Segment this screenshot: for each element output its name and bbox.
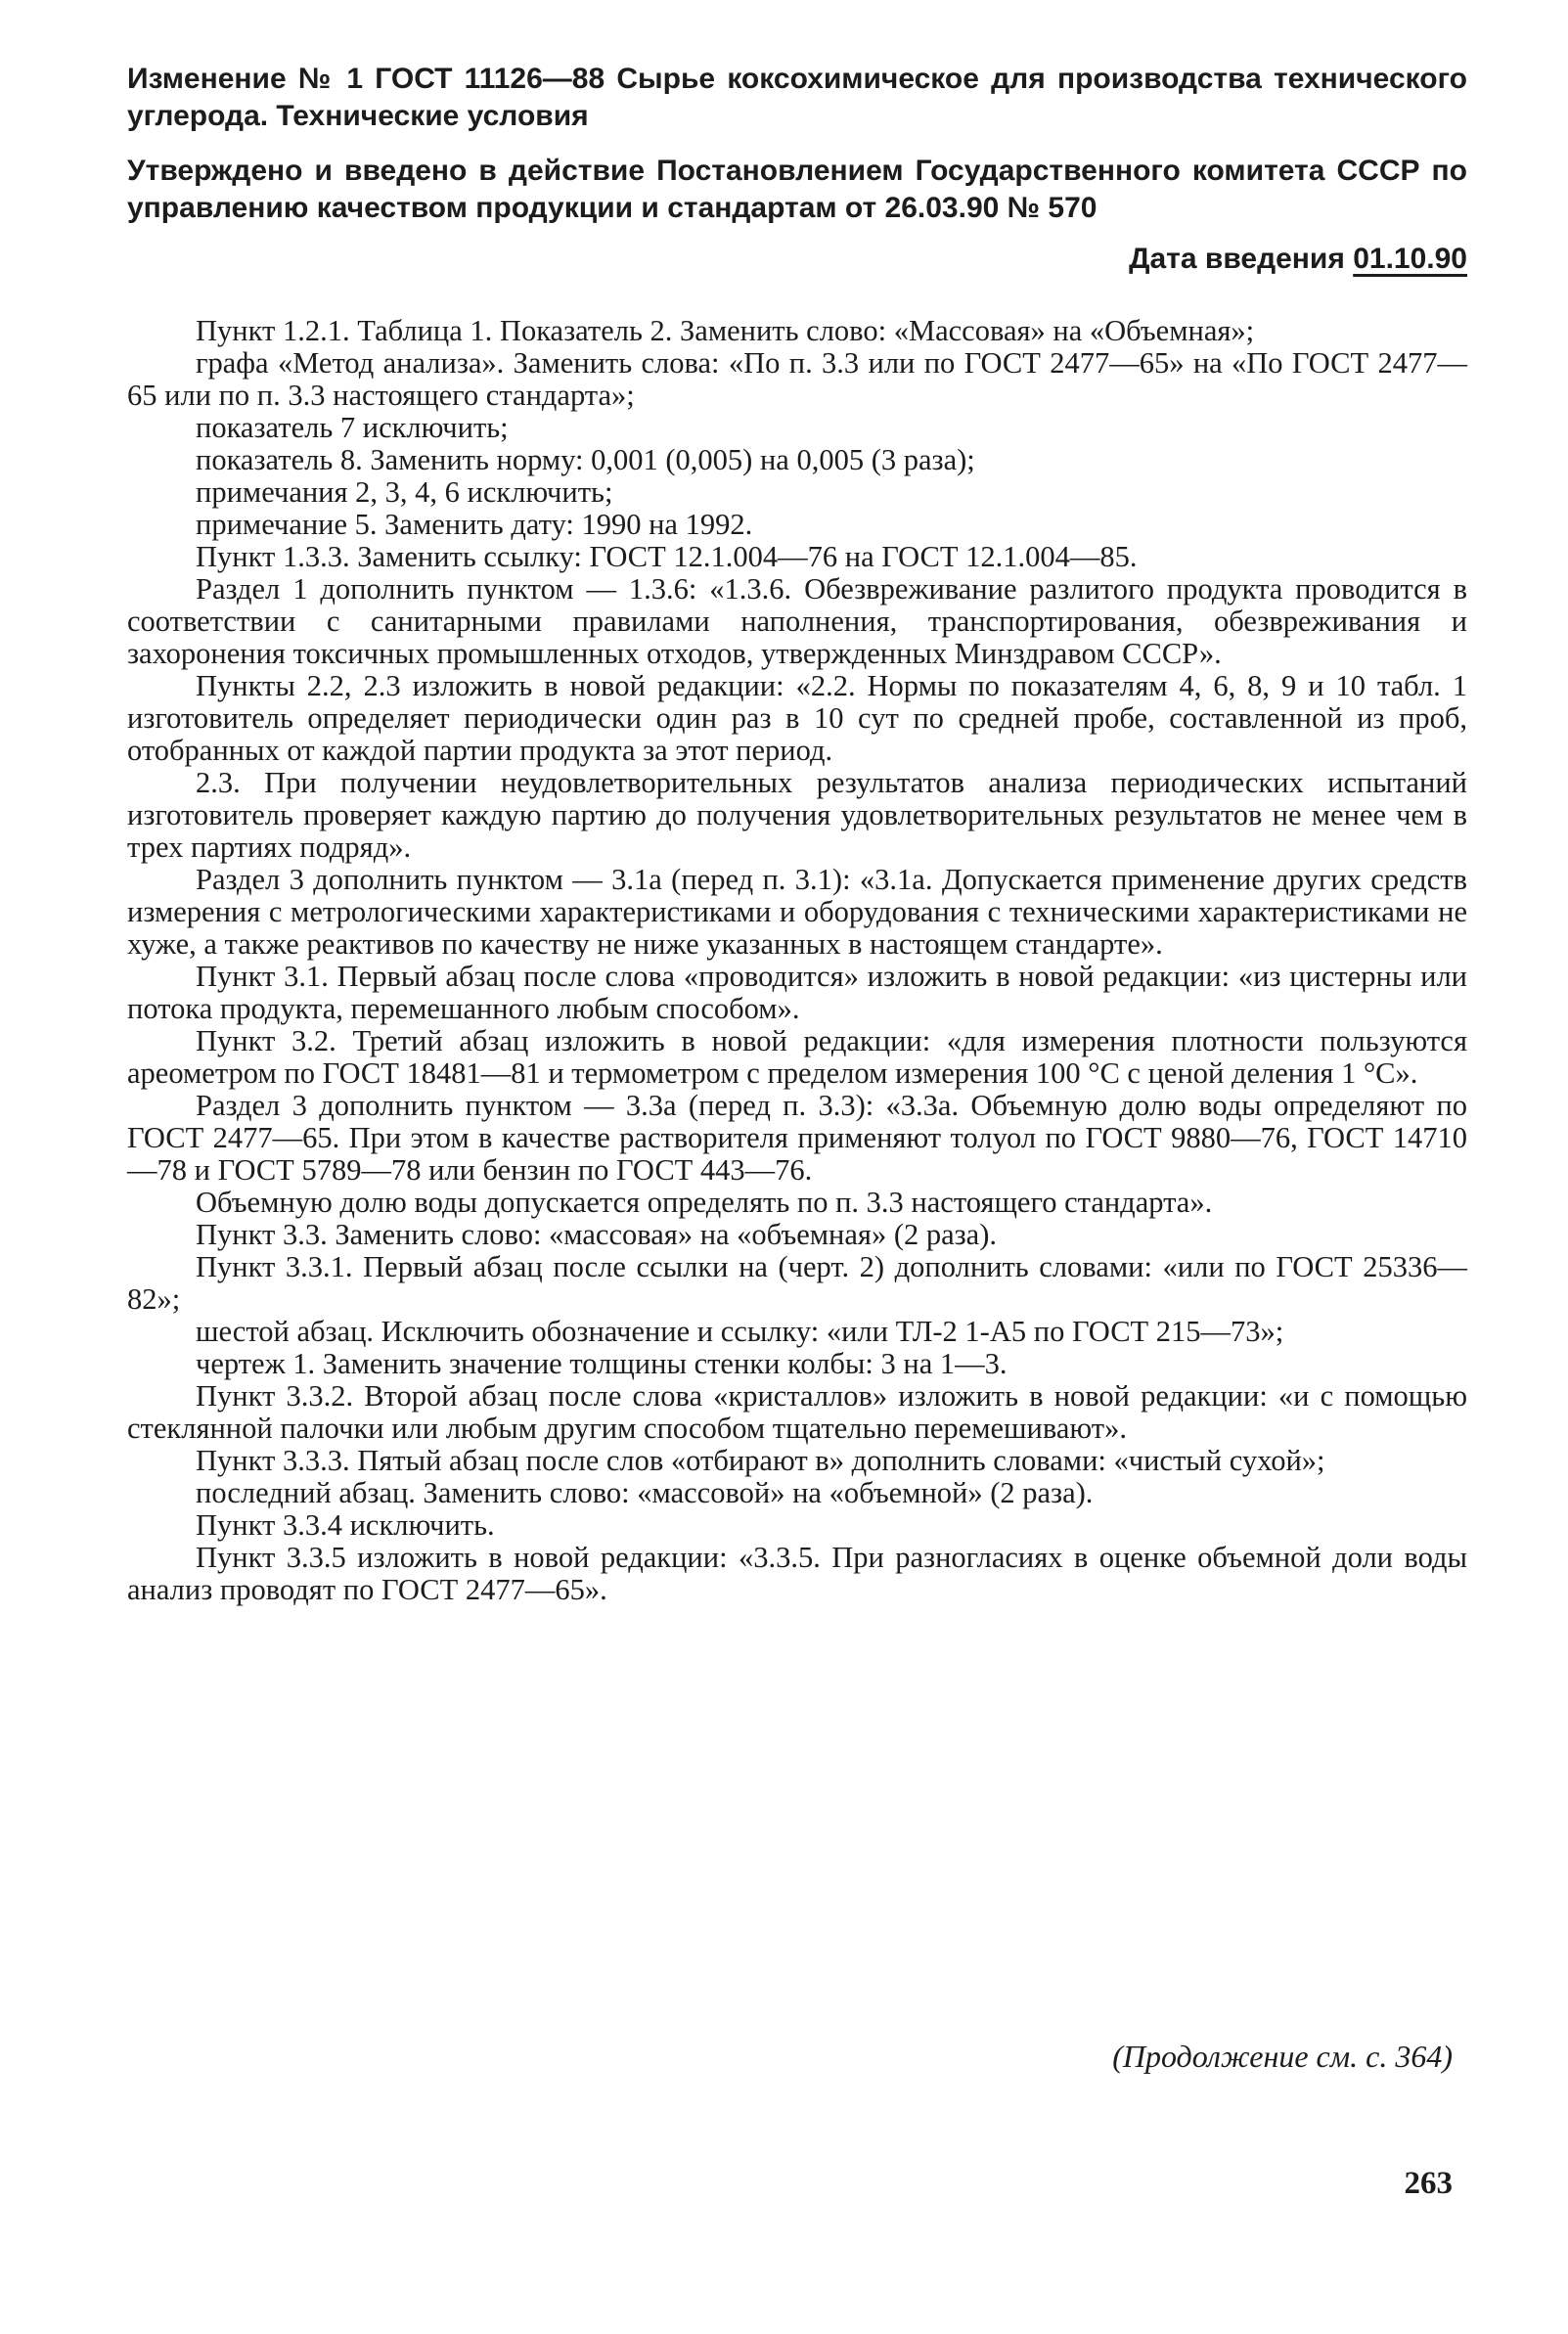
paragraph: Пункты 2.2, 2.3 изложить в новой редакции: «2.2. Нормы по показателям 4, 6, 8, 9 и 10 табл. 1 изготовитель определяет периодически один раз в 10 сут по средней пробе, составленной из проб, отобранных от каждой партии продукта за этот период. <box>127 669 1467 767</box>
effective-date <box>1129 241 1467 278</box>
paragraph: Пункт 3.3.5 изложить в новой редакции: «3.3.5. При разногласиях в оценке объемной доли воды анализ проводят по ГОСТ 2477—65». <box>127 1541 1467 1606</box>
approval-statement: Утверждено и введено в действие Постановлением Государственного комитета СССР по управлению качеством продукции и стандартам от 26.03.90 № 570 <box>127 155 1467 224</box>
paragraph: Объемную долю воды допускается определять по п. 3.3 настоящего стандарта». <box>196 1186 1213 1219</box>
paragraph: графа «Метод анализа». Заменить слова: «По п. 3.3 или по ГОСТ 2477—65» на «По ГОСТ 2477—65 или по п. 3.3 настоящего стандарта»; <box>127 346 1467 412</box>
paragraph: последний абзац. Заменить слово: «массовой» на «объемной» (2 раза). <box>196 1476 1094 1509</box>
paragraph: Пункт 3.3.2. Второй абзац после слова «кристаллов» изложить в новой редакции: «и с помощью стеклянной палочки или любым другим способом тщательно перемешивают». <box>127 1379 1467 1445</box>
paragraph: Пункт 1.2.1. Таблица 1. Показатель 2. Заменить слово: «Массовая» на «Объемная»; <box>196 314 1255 347</box>
effective-date-label: Дата введения <box>1129 243 1345 275</box>
paragraph: Пункт 3.3. Заменить слово: «массовая» на «объемная» (2 раза). <box>196 1218 998 1251</box>
paragraph: шестой абзац. Исключить обозначение и ссылку: «или ТЛ-2 1-А5 по ГОСТ 215—73»; <box>196 1315 1284 1348</box>
paragraph: показатель 8. Заменить норму: 0,001 (0,005) на 0,005 (3 раза); <box>196 443 975 476</box>
amendment-body <box>127 315 1467 1606</box>
paragraph: чертеж 1. Заменить значение толщины стенки колбы: 3 на 1—3. <box>196 1347 1008 1380</box>
paragraph: примечание 5. Заменить дату: 1990 на 1992. <box>196 508 753 541</box>
paragraph: Раздел 3 дополнить пунктом — 3.1а (перед п. 3.1): «3.1а. Допускается применение других средств измерения с метрологическими характеристиками и оборудования с техническими характеристиками не хуже, а также реактивов по качеству не ниже указанных в настоящем стандарте». <box>127 863 1467 961</box>
paragraph: Пункт 3.2. Третий абзац изложить в новой редакции: «для измерения плотности пользуются ареометром по ГОСТ 18481—81 и термометром с пределом измерения 100 °С с ценой деления 1 °С». <box>127 1024 1467 1090</box>
paragraph: примечания 2, 3, 4, 6 исключить; <box>196 475 613 509</box>
paragraph: Раздел 3 дополнить пунктом — 3.3а (перед п. 3.3): «3.3а. Объемную долю воды определяют по ГОСТ 2477—65. При этом в качестве растворителя применяют толуол по ГОСТ 9880—76, ГОСТ 14710—78 и ГОСТ 5789—78 или бензин по ГОСТ 443—76. <box>127 1089 1467 1187</box>
page-number: 263 <box>1404 2166 1453 2201</box>
amendment-title: Изменение № 1 ГОСТ 11126—88 Сырье коксохимическое для производства технического углерода. Технические условия <box>127 63 1467 132</box>
paragraph: 2.3. При получении неудовлетворительных результатов анализа периодических испытаний изготовитель проверяет каждую партию до получения удовлетворительных результатов не менее чем в трех партиях подряд». <box>127 766 1467 864</box>
paragraph: Пункт 3.1. Первый абзац после слова «проводится» изложить в новой редакции: «из цистерны или потока продукта, перемешанного любым способом». <box>127 960 1467 1025</box>
paragraph: Пункт 3.3.1. Первый абзац после ссылки на (черт. 2) дополнить словами: «или по ГОСТ 25336—82»; <box>127 1250 1467 1316</box>
paragraph: Пункт 3.3.3. Пятый абзац после слов «отбирают в» дополнить словами: «чистый сухой»; <box>196 1444 1325 1477</box>
paragraph: Пункт 1.3.3. Заменить ссылку: ГОСТ 12.1.004—76 на ГОСТ 12.1.004—85. <box>196 540 1138 573</box>
paragraph: Пункт 3.3.4 исключить. <box>196 1508 495 1542</box>
paragraph: Раздел 1 дополнить пунктом — 1.3.6: «1.3.6. Обезвреживание разлитого продукта проводится в соответствии с санитарными правилами наполнения, транспортирования, обезвреживания и захоронения токсичных промышленных отходов, утвержденных Минздравом СССР». <box>127 572 1467 670</box>
effective-date-value: 01.10.90 <box>1353 243 1467 275</box>
continuation-note: (Продолжение см. с. 364) <box>1112 2039 1453 2074</box>
paragraph: показатель 7 исключить; <box>196 411 509 444</box>
